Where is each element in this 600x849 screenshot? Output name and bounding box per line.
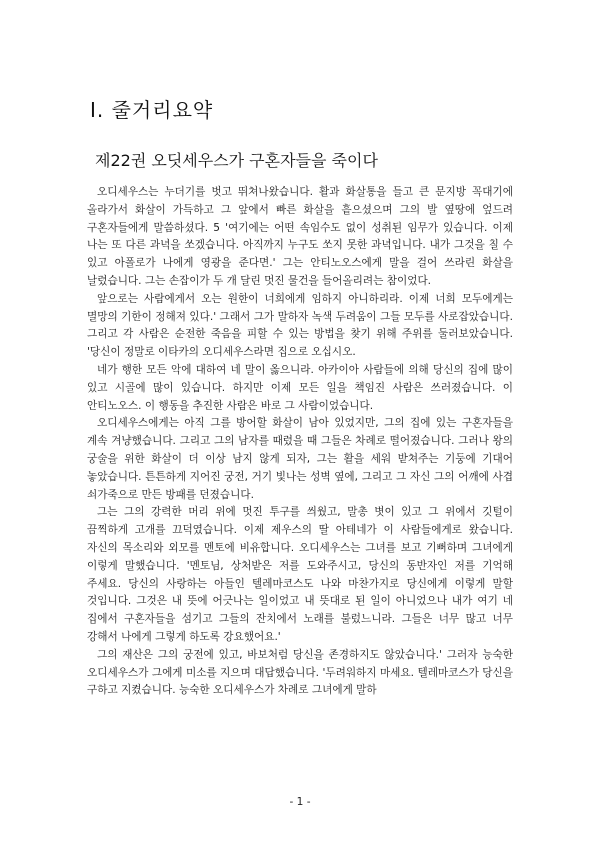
paragraph: 그의 재산은 그의 궁전에 있고, 바보처럼 당신을 존경하지도 않았습니다.' 그러자 능숙한 오디세우스가 그에게 미소를 지으며 대답했습니다. '두려워하지 마세요. 텔레마코스가 당신을 구하고 지켰습니다. 능숙한 오디세우스가 차례로 그녀에게 말하	[87, 648, 513, 697]
paragraph: 앞으로는 사람에게서 오는 원한이 너희에게 임하지 아니하리라. 이제 너희 모두에게는 멸망의 기한이 정해져 있다.' 그래서 그가 말하자 녹색 두려움이 그들 모두를 사로잡았습니다. 그리고 각 사람은 순전한 죽음을 피할 수 있는 방법을 찾기 위해 주위를 둘러보았습니다. '당신이 정말로 이타카의 오디세우스라면 집으로 오십시오.	[87, 292, 513, 359]
section-title: Ⅰ. 줄거리요약	[90, 98, 214, 122]
paragraph: 그는 그의 강력한 머리 위에 멋진 투구를 씌웠고, 말총 볏이 있고 그 위에서 깃털이 끔찍하게 고개를 끄덕였습니다. 이제 제우스의 딸 아테네가 이 사람들에게로 왔습니다. 자신의 목소리와 외모를 멘토에 비유합니다. 오디세우스는 그녀를 보고 기뻐하며 그녀에게 이렇게 말했습니다. '멘토님, 상처받은 저를 도와주시고, 당신의 동반자인 저를 기억해 주세요. 당신의 사랑하는 아들인 텔레마코스도 나와 마찬가지로 당신에게 이렇게 말할 것입니다. 그것은 내 뜻에 어긋나는 일이었고 내 뜻대로 된 일이 아니었으나 내가 여기 네 집에서 구혼자들을 섬기고 그들의 잔치에서 노래를 불렀느니라. 그들은 너무 많고 너무 강해서 나에게 그렇게 하도록 강요했어요.'	[87, 506, 513, 643]
chapter-title: 제22권 오딧세우스가 구혼자들을 죽이다	[95, 151, 378, 170]
page-number: - 1 -	[289, 796, 311, 808]
paragraph: 오디세우스는 누더기를 벗고 뛰쳐나왔습니다. 활과 화살통을 들고 큰 문지방 꼭대기에 올라가서 화살이 가득하고 그 앞에서 빠른 화살을 흩으셨으며 그의 발 옆땅에 엎드려 구혼자들에게 말씀하셨다. 5 '여기에는 어떤 속임수도 없이 성취된 임무가 있습니다. 이제 나는 또 다른 과녁을 쏘겠습니다. 아직까지 누구도 쏘지 못한 과녁입니다. 내가 그것을 칠 수 있고 아폴로가 나에게 영광을 준다면.' 그는 안티노오스에게 말을 걸어 쓰라린 화살을 날렸습니다. 그는 손잡이가 두 개 달린 멋진 물건을 들어올리려는 참이었다.	[87, 186, 513, 287]
paragraph: 오디세우스에게는 아직 그를 방어할 화살이 남아 있었지만, 그의 집에 있는 구혼자들을 계속 겨냥했습니다. 그리고 그의 남자를 때렸을 때 그들은 차례로 떨어졌습니다. 그러나 왕의 궁술을 위한 화살이 더 이상 남지 않게 되자, 그는 활을 세워 받쳐주는 기둥에 기대어 놓았습니다. 튼튼하게 지어진 궁전, 거기 빛나는 성벽 옆에, 그리고 그 자신 그의 어깨에 사겹 쇠가죽으로 만든 방패를 던졌습니다.	[87, 417, 513, 501]
paragraph: 네가 행한 모든 악에 대하여 네 말이 옳으니라. 아카이아 사람들에 의해 당신의 집에 많이 있고 시골에 많이 있습니다. 하지만 이제 모든 일을 책임진 사람은 쓰러졌습니다. 이 안티노오스. 이 행동을 추진한 사람은 바로 그 사람이었습니다.	[87, 363, 513, 412]
body-text	[87, 184, 513, 700]
